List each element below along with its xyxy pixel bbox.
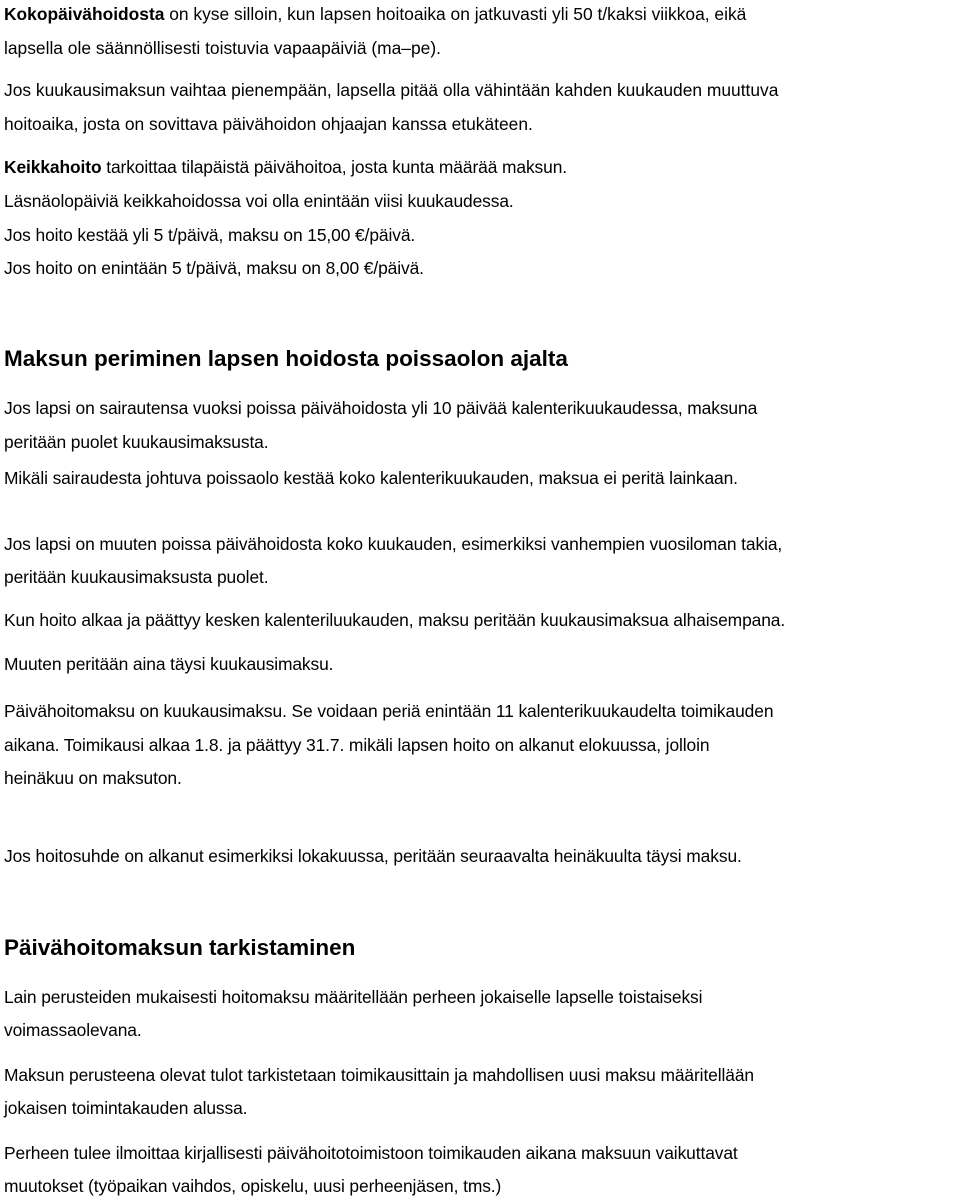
paragraph-line: peritään puolet kuukausimaksusta.	[4, 432, 269, 452]
paragraph-line: lapsella ole säännöllisesti toistuvia vapaapäiviä (ma–pe).	[4, 38, 441, 58]
paragraph-line: Jos kuukausimaksun vaihtaa pienempään, lapsella pitää olla vähintään kahden kuukauden muuttuva	[4, 80, 779, 100]
section-heading-poissaolo: Maksun periminen lapsen hoidosta poissaolon ajalta	[4, 346, 568, 371]
paragraph-line: Jos hoito on enintään 5 t/päivä, maksu on 8,00 €/päivä.	[4, 258, 424, 278]
paragraph-line: Kokopäivähoidosta on kyse silloin, kun lapsen hoitoaika on jatkuvasti yli 50 t/kaksi viikkoa, eikä	[4, 4, 747, 24]
paragraph-line: Jos lapsi on sairautensa vuoksi poissa päivähoidosta yli 10 päivää kalenterikuukaudessa, maksuna	[4, 398, 758, 418]
paragraph-line: Lain perusteiden mukaisesti hoitomaksu määritellään perheen jokaiselle lapselle toistaiseksi	[4, 987, 703, 1007]
paragraph-line: Mikäli sairaudesta johtuva poissaolo kestää koko kalenterikuukauden, maksua ei peritä lainkaan.	[4, 468, 738, 488]
paragraph-line: Päivähoitomaksu on kuukausimaksu. Se voidaan periä enintään 11 kalenterikuukaudelta toimikauden	[4, 701, 774, 721]
paragraph-line: muutokset (työpaikan vaihdos, opiskelu, uusi perheenjäsen, tms.)	[4, 1176, 502, 1196]
paragraph-line: peritään kuukausimaksusta puolet.	[4, 567, 269, 587]
paragraph-line: Keikkahoito tarkoittaa tilapäistä päivähoitoa, josta kunta määrää maksun.	[4, 157, 568, 177]
paragraph-line: heinäkuu on maksuton.	[4, 768, 182, 788]
paragraph-line: Jos lapsi on muuten poissa päivähoidosta koko kuukauden, esimerkiksi vanhempien vuosiloman takia,	[4, 534, 783, 554]
paragraph-line: hoitoaika, josta on sovittava päivähoidon ohjaajan kanssa etukäteen.	[4, 114, 533, 134]
paragraph-line: Jos hoitosuhde on alkanut esimerkiksi lokakuussa, peritään seuraavalta heinäkuulta täysi maksu.	[4, 846, 742, 866]
paragraph-line: Perheen tulee ilmoittaa kirjallisesti päivähoitotoimistoon toimikauden aikana maksuun vaikuttavat	[4, 1143, 738, 1163]
term-kokopaivahoito: Kokopäivähoidosta	[4, 4, 165, 24]
term-keikkahoito: Keikkahoito	[4, 157, 102, 177]
paragraph-line: Jos hoito kestää yli 5 t/päivä, maksu on 15,00 €/päivä.	[4, 225, 416, 245]
section-heading-tarkistaminen: Päivähoitomaksun tarkistaminen	[4, 935, 356, 960]
paragraph-line: aikana. Toimikausi alkaa 1.8. ja päättyy 31.7. mikäli lapsen hoito on alkanut elokuussa, jolloin	[4, 735, 710, 755]
paragraph-line: Läsnäolopäiviä keikkahoidossa voi olla enintään viisi kuukaudessa.	[4, 191, 514, 211]
paragraph-line: voimassaolevana.	[4, 1020, 142, 1040]
paragraph-line: jokaisen toimintakauden alussa.	[4, 1098, 248, 1118]
paragraph-line: Muuten peritään aina täysi kuukausimaksu.	[4, 654, 334, 674]
paragraph-line: Kun hoito alkaa ja päättyy kesken kalenteriluukauden, maksu peritään kuukausimaksua alhaisempana.	[4, 610, 786, 630]
paragraph-line: Maksun perusteena olevat tulot tarkistetaan toimikausittain ja mahdollisen uusi maksu määritellään	[4, 1065, 754, 1085]
